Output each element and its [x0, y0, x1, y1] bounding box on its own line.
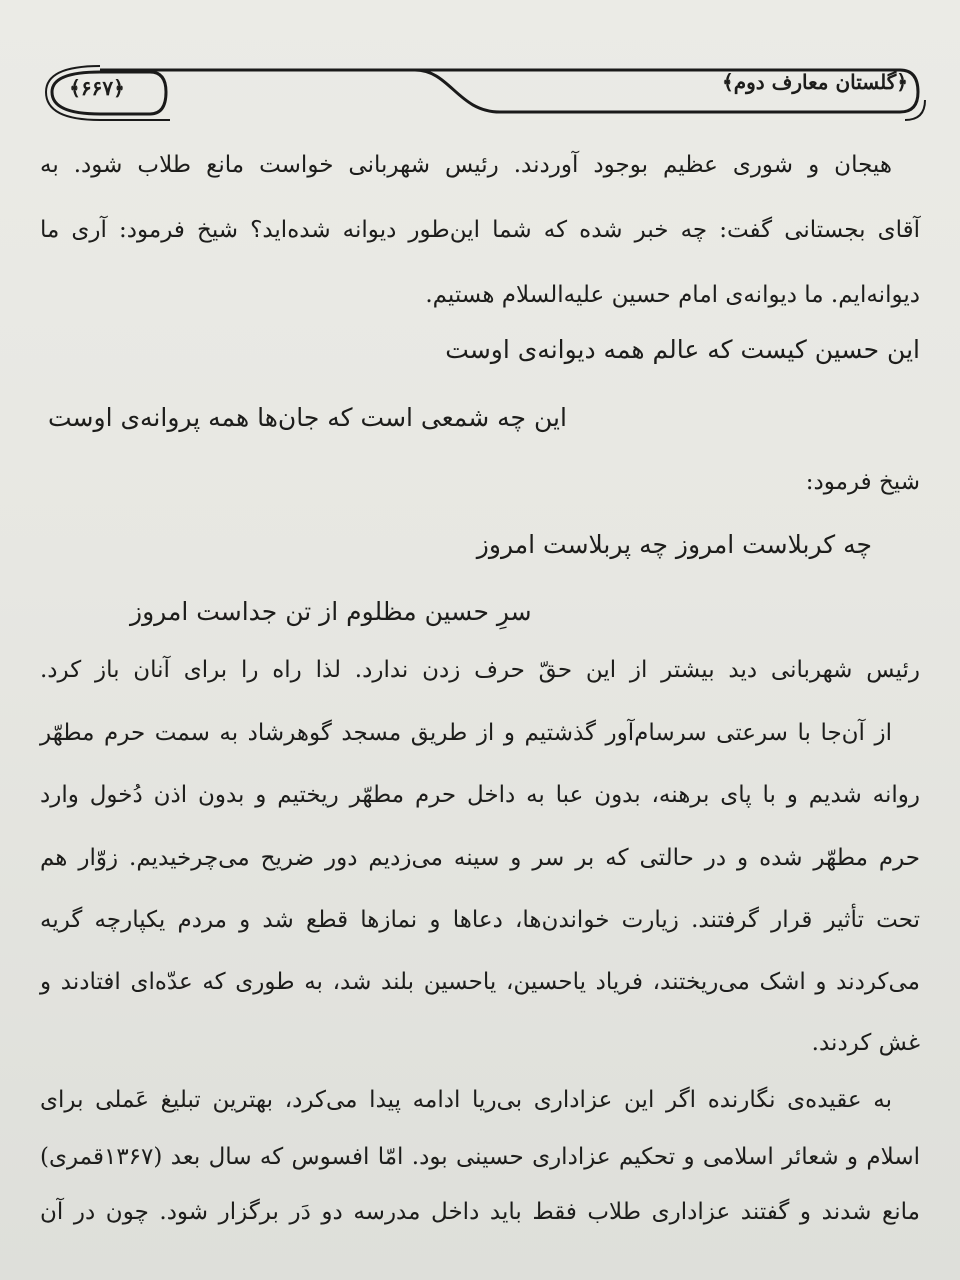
paragraph-line: هیجان و شوری عظیم بوجود آوردند. رئیس شهربانی خواست مانع طلاب شود. به — [40, 152, 892, 178]
paragraph-line: از آن‌جا با سرعتی سرسام‌آور گذشتیم و از طریق مسجد گوهرشاد به سمت حرم مطهّر — [40, 720, 892, 746]
paragraph-line: غش کردند. — [811, 1030, 920, 1056]
paragraph-line: روانه شدیم و با پای برهنه، بدون عبا به داخل حرم مطهّر ریختیم و بدون اذن دُخول وارد — [40, 782, 920, 808]
running-title: ﴿گلستان معارف دوم﴾ — [722, 70, 908, 94]
paragraph-line: شیخ فرمود: — [805, 469, 920, 495]
paragraph-line: حرم مطهّر شده و در حالتی که بر سر و سینه می‌زدیم دور ضریح می‌چرخیدیم. زوّار هم — [40, 845, 920, 871]
page-header — [0, 0, 960, 130]
paragraph-line: می‌کردند و اشک می‌ریختند، فریاد یاحسین، یاحسین بلند شد، به طوری که عدّه‌ای افتادند و — [40, 969, 920, 995]
poem-verse: چه کربلاست امروز چه پربلاست امروز — [476, 530, 872, 559]
paragraph-line: مانع شدند و گفتند عزاداری طلاب فقط باید داخل مدرسه دو دَر برگزار شود. چون در آن — [40, 1199, 920, 1225]
paragraph-line: آقای بجستانی گفت: چه خبر شده که شما این‌طور دیوانه شده‌اید؟ شیخ فرمود: آری ما — [40, 217, 920, 243]
body-text — [40, 130, 920, 1280]
poem-verse: این چه شمعی است که جان‌ها همه پروانه‌ی اوست — [48, 403, 567, 432]
paragraph-line: تحت تأثیر قرار گرفتند. زیارت خواندن‌ها، دعاها و نمازها قطع شد و مردم یکپارچه گریه — [40, 907, 920, 933]
page-number: ﴿۶۶۷﴾ — [69, 76, 125, 100]
paragraph-line: اسلام و شعائر اسلامی و تحکیم عزاداری حسینی بود. امّا افسوس که سال بعد (۱۳۶۷قمری) — [40, 1144, 920, 1170]
paragraph-line: دیوانه‌ایم. ما دیوانه‌ی امام حسین عليه‌السلام هستیم. — [425, 282, 920, 308]
poem-verse: سرِ حسین مظلوم از تن جداست امروز — [130, 597, 532, 626]
paragraph-line: به عقیده‌ی نگارنده اگر این عزاداری بی‌ریا ادامه پیدا می‌کرد، بهترین تبلیغ عَملی برای — [40, 1087, 892, 1113]
poem-verse: این حسین کیست که عالم همه دیوانه‌ی اوست — [445, 335, 920, 364]
header-ornament-frame — [0, 0, 960, 130]
paragraph-line: رئیس شهربانی دید بیشتر از این حقّ حرف زدن ندارد. لذا راه را برای آنان باز کرد. — [40, 657, 920, 683]
